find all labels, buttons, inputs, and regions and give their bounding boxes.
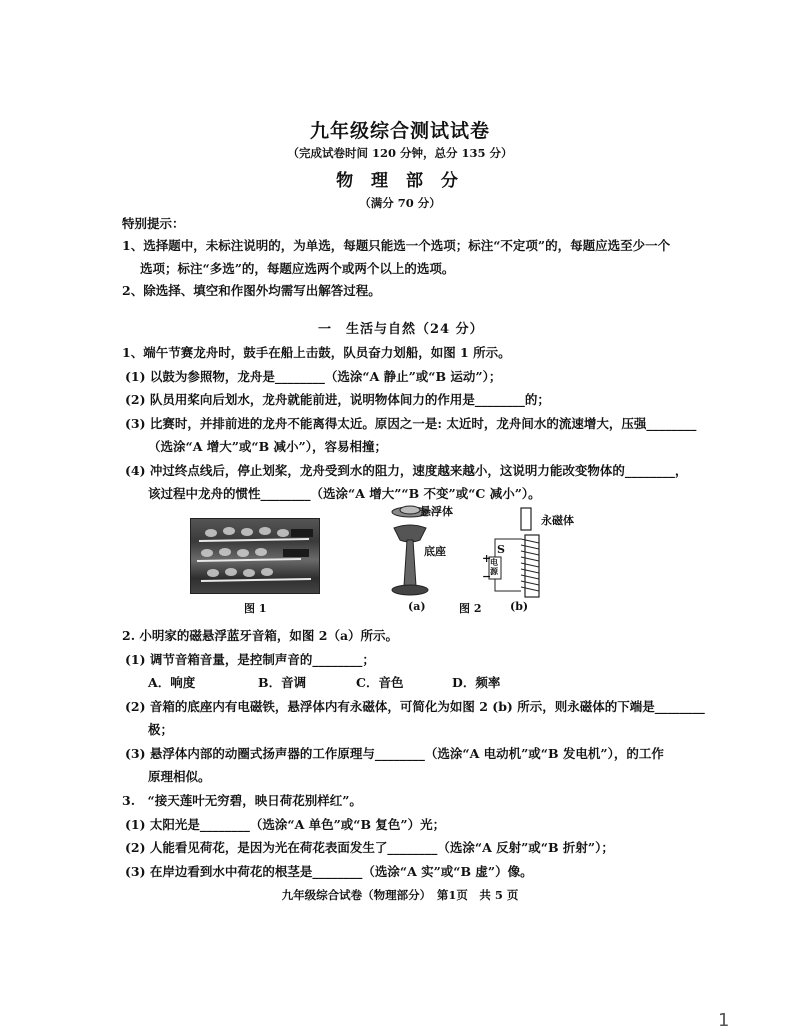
- q2-sub2-cont: 极；: [148, 722, 174, 737]
- magnet-label: 永磁体: [541, 514, 574, 527]
- fig2-caption: 图 2: [459, 602, 482, 615]
- part-heading: 一 生活与自然（24 分）: [318, 322, 484, 337]
- page-number: 1: [718, 1010, 730, 1031]
- notes-heading: 特别提示：: [122, 216, 185, 231]
- q2-option-c: C．音色: [356, 675, 404, 690]
- levitator-label: 悬浮体: [420, 505, 453, 518]
- q3-sub1: (1) 太阳光是________（选涂“A 单色”或“B 复色”）光；: [125, 817, 446, 832]
- q1-sub3: (3) 比赛时，并排前进的龙舟不能离得太近。原因之一是: 太近时，龙舟间水的流速增大，压强________: [125, 416, 697, 431]
- page-footer: 九年级综合试卷（物理部分） 第1页 共 5 页: [281, 888, 519, 902]
- q2-option-d: D．频率: [452, 675, 501, 690]
- q2-sub2: (2) 音箱的底座内有电磁铁，悬浮体内有永磁体，可简化为如图 2 (b) 所示，则永磁体的下端是________: [125, 699, 705, 714]
- q1-sub4-cont: 该过程中龙舟的惯性________（选涂“A 增大”“B 不变”或“C 减小”）。: [148, 486, 541, 501]
- fig2a-label: (a): [408, 600, 426, 613]
- q2-option-b: B．音调: [258, 675, 307, 690]
- note-item-2: 2、除选择、填空和作图外均需写出解答过程。: [122, 283, 381, 298]
- power-source-label: 电源: [490, 557, 498, 576]
- note-item-1: 1、选择题中，未标注说明的，为单选，每题只能选一个选项；标注“不定项”的，每题应选至少一个: [122, 238, 671, 253]
- fig1-caption: 图 1: [244, 602, 267, 615]
- q1-sub2: (2) 队员用桨向后划水，龙舟就能前进，说明物体间力的作用是________的；: [125, 392, 550, 407]
- q1-sub3-cont: （选涂“A 增大”或“B 减小”），容易相撞；: [148, 439, 387, 454]
- fig2b-label: (b): [510, 600, 529, 613]
- base-label: 底座: [424, 545, 446, 558]
- q1-stem: 1、端午节赛龙舟时，鼓手在船上击鼓，队员奋力划船，如图 1 所示。: [122, 345, 511, 360]
- q1-sub1: (1) 以鼓为参照物，龙舟是________（选涂“A 静止”或“B 运动”）；: [125, 369, 502, 384]
- section-title: 物 理 部 分: [336, 171, 464, 191]
- q3-stem: 3. “接天莲叶无穷碧，映日荷花别样红”。: [122, 793, 362, 808]
- electromagnet-circuit-diagram: [485, 505, 545, 603]
- exam-time-note: （完成试卷时间 120 分钟，总分 135 分）: [287, 146, 513, 160]
- q2-sub3-cont: 原理相似。: [148, 769, 211, 784]
- q1-sub4: (4) 冲过终点线后，停止划桨，龙舟受到水的阻力，速度越来越小，这说明力能改变物体的________，: [125, 463, 688, 478]
- q3-sub3: (3) 在岸边看到水中荷花的根茎是________（选涂“A 实”或“B 虚”）像。: [125, 864, 533, 879]
- dragon-boat-photo: [190, 518, 320, 594]
- q2-sub3: (3) 悬浮体内部的动圈式扬声器的工作原理与________（选涂“A 电动机”或“B 发电机”），的工作: [125, 746, 664, 761]
- note-item-1-cont: 选项；标注“多选”的，每题应选两个或两个以上的选项。: [140, 261, 455, 276]
- score-note: （满分 70 分）: [359, 196, 441, 210]
- q2-sub1: (1) 调节音箱音量，是控制声音的________；: [125, 652, 375, 667]
- q3-sub2: (2) 人能看见荷花，是因为光在荷花表面发生了________（选涂“A 反射”或“B 折射”）；: [125, 840, 614, 855]
- q2-option-a: A．响度: [148, 675, 196, 690]
- exam-title: 九年级综合测试试卷: [309, 120, 490, 142]
- pole-s-label: S: [497, 543, 505, 556]
- plus-label: +: [482, 552, 492, 565]
- minus-label: −: [482, 570, 492, 583]
- q2-stem: 2. 小明家的磁悬浮蓝牙音箱，如图 2（a）所示。: [122, 628, 399, 643]
